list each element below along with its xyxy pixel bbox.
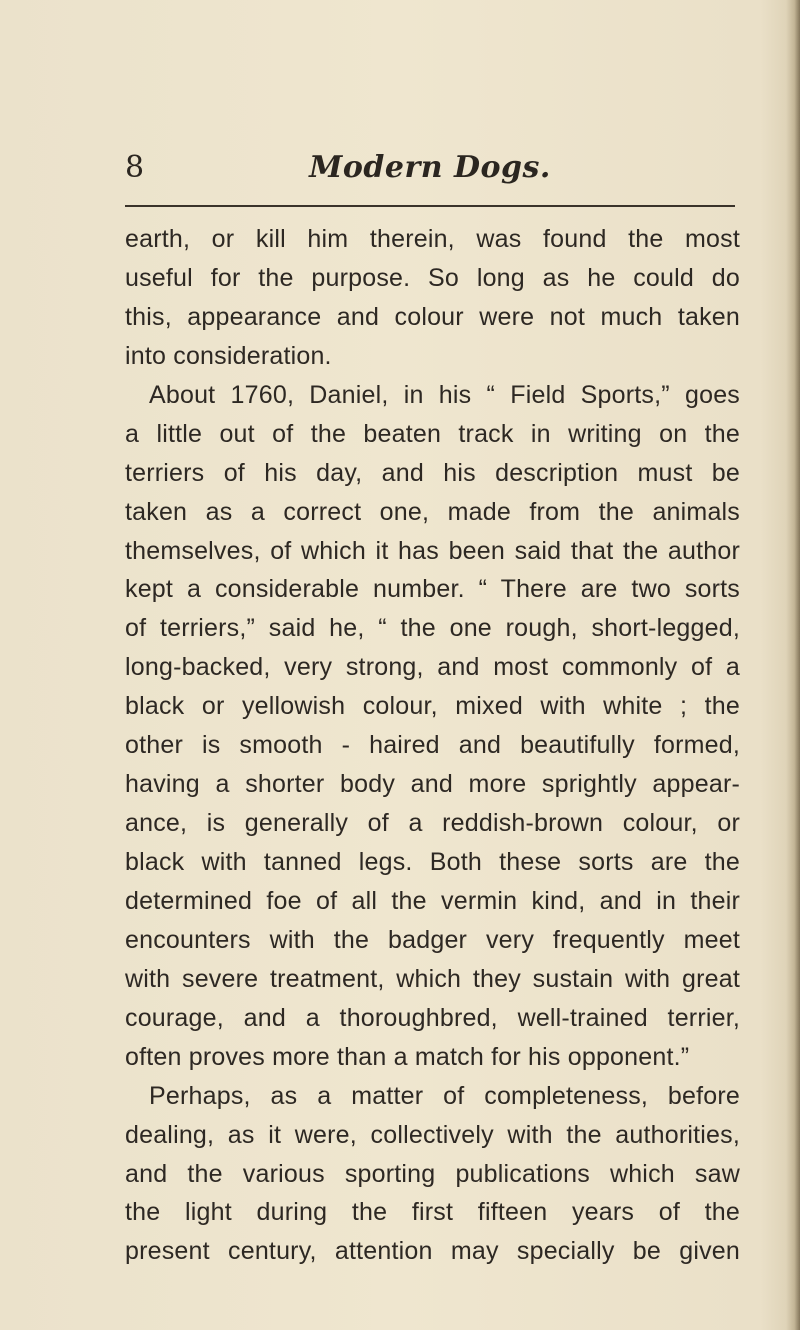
text-line: having a shorter body and more sprightly appear- — [125, 770, 740, 799]
text-line: ance, is generally of a reddish-brown colour, or — [125, 809, 740, 838]
text-line: often proves more than a match for his opponent.” — [125, 1042, 690, 1071]
text-line: black or yellowish colour, mixed with white ; the — [125, 692, 740, 721]
body-text — [125, 220, 740, 1271]
text-line: terriers of his day, and his description must be — [125, 458, 740, 487]
text-line: About 1760, Daniel, in his “ Field Sports,” goes — [149, 380, 740, 409]
text-line: useful for the purpose. So long as he could do — [125, 263, 740, 292]
running-title: Modern Dogs. — [309, 150, 551, 185]
text-line: black with tanned legs. Both these sorts are the — [125, 848, 740, 876]
text-line: this, appearance and colour were not much taken — [125, 302, 740, 331]
text-line: kept a considerable number. “ There are two sorts — [125, 575, 740, 604]
text-line: determined foe of all the vermin kind, and in their — [125, 886, 740, 915]
text-line: with severe treatment, which they sustain with great — [125, 964, 740, 993]
text-line: long-backed, very strong, and most commonly of a — [125, 653, 740, 682]
text-line: encounters with the badger very frequently meet — [125, 925, 740, 954]
header-rule — [125, 205, 735, 207]
text-line: and the various sporting publications which saw — [125, 1159, 740, 1188]
text-line: of terriers,” said he, “ the one rough, short-legged, — [125, 614, 740, 643]
page-number: 8 — [125, 150, 145, 185]
text-line: other is smooth - haired and beautifully formed, — [125, 731, 740, 760]
page-edge-shadow — [786, 0, 800, 1330]
text-line: courage, and a thoroughbred, well-trained terrier, — [125, 1003, 740, 1032]
text-line: a little out of the beaten track in writing on the — [125, 419, 740, 448]
text-line: into consideration. — [125, 341, 332, 370]
text-line: dealing, as it were, collectively with the authorities, — [125, 1120, 740, 1149]
text-line: earth, or kill him therein, was found the most — [125, 225, 740, 253]
text-line: present century, attention may specially be given — [125, 1237, 740, 1266]
text-line: taken as a correct one, made from the animals — [125, 497, 740, 526]
page-header — [125, 148, 735, 192]
text-line: Perhaps, as a matter of completeness, before — [149, 1081, 740, 1110]
text-line: the light during the first fifteen years of the — [125, 1198, 740, 1227]
text-line: themselves, of which it has been said that the author — [125, 536, 740, 565]
